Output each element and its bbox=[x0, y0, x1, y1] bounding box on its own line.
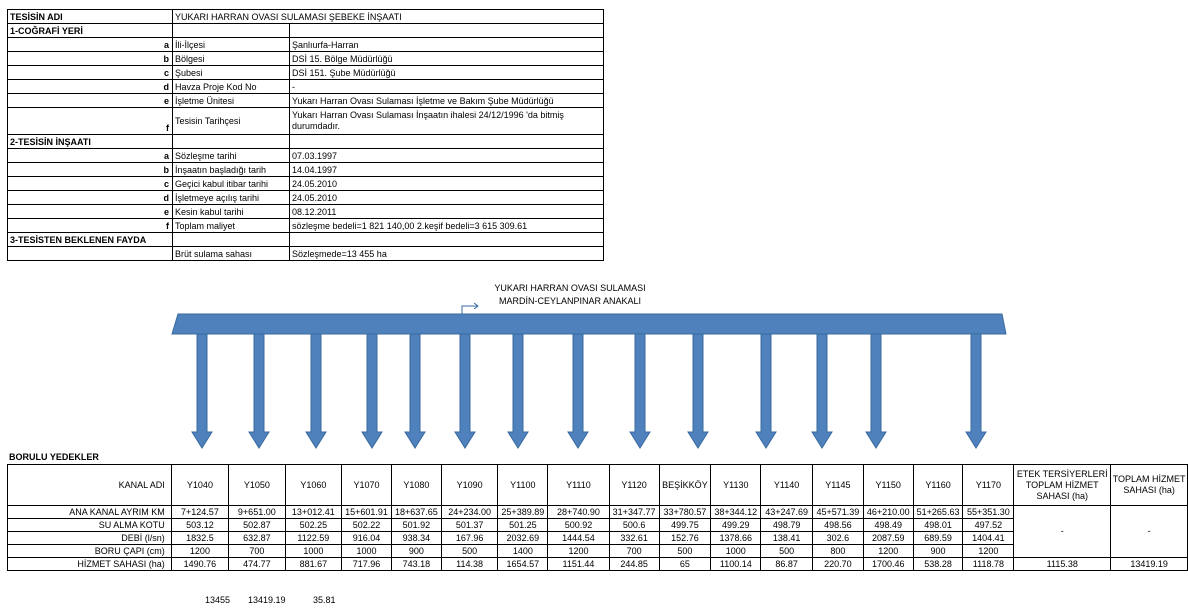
data-cell: 38+344.12 bbox=[711, 506, 761, 519]
data-cell: 24+234.00 bbox=[441, 506, 498, 519]
empty-cell bbox=[173, 24, 290, 38]
row-value: 24.05.2010 bbox=[290, 177, 604, 191]
branch-arrow bbox=[192, 334, 212, 448]
canal-name: Y1140 bbox=[761, 465, 813, 506]
canal-title-line1: YUKARI HARRAN OVASI SULAMASI bbox=[494, 283, 646, 293]
data-cell: 497.52 bbox=[963, 519, 1014, 532]
row-key: b bbox=[8, 163, 173, 177]
canal-name: Y1160 bbox=[913, 465, 963, 506]
data-cell: 700 bbox=[229, 545, 285, 558]
branch-arrow bbox=[688, 334, 708, 448]
row-label: Havza Proje Kod No bbox=[173, 80, 290, 94]
info-row bbox=[8, 10, 604, 24]
data-cell: 743.18 bbox=[391, 558, 441, 571]
data-cell: 689.59 bbox=[913, 532, 963, 545]
canal-name: Y1130 bbox=[711, 465, 761, 506]
facility-name: YUKARI HARRAN OVASI SULAMASI ŞEBEKE İNŞAATI bbox=[173, 10, 604, 24]
row-value: Yukarı Harran Ovası Sulaması İşletme ve Bakım Şube Müdürlüğü bbox=[290, 94, 604, 108]
canal-name: Y1050 bbox=[229, 465, 285, 506]
row-label: İnşaatın başladığı tarih bbox=[173, 163, 290, 177]
data-cell: 916.04 bbox=[342, 532, 392, 545]
branch-arrow bbox=[249, 334, 269, 448]
row-value: DSİ 15. Bölge Müdürlüğü bbox=[290, 52, 604, 66]
row-key: e bbox=[8, 205, 173, 219]
data-cell: 220.70 bbox=[812, 558, 863, 571]
data-cell: 1832.5 bbox=[171, 532, 228, 545]
row-value: 24.05.2010 bbox=[290, 191, 604, 205]
info-row bbox=[8, 24, 604, 38]
data-row bbox=[8, 519, 1188, 532]
data-cell: 499.29 bbox=[711, 519, 761, 532]
row-key: d bbox=[8, 191, 173, 205]
data-cell: 45+571.39 bbox=[812, 506, 863, 519]
canal-name: Y1090 bbox=[441, 465, 498, 506]
info-row bbox=[8, 80, 604, 94]
data-cell: 1490.76 bbox=[171, 558, 228, 571]
data-cell: 500 bbox=[659, 545, 711, 558]
footer-value-2: 13419.19 bbox=[248, 595, 286, 605]
row-label: Geçici kabul itibar tarihi bbox=[173, 177, 290, 191]
section-heading: 1-COĞRAFİ YERİ bbox=[8, 24, 173, 38]
data-cell: 55+351.30 bbox=[963, 506, 1014, 519]
canal-name: Y1120 bbox=[609, 465, 659, 506]
dash-cell: - bbox=[1111, 506, 1188, 558]
data-cell: 1122.59 bbox=[285, 532, 342, 545]
canal-name: Y1100 bbox=[498, 465, 548, 506]
footer-value-1: 13455 bbox=[205, 595, 231, 605]
data-cell: 7+124.57 bbox=[171, 506, 228, 519]
canal-name: Y1145 bbox=[812, 465, 863, 506]
data-cell: 700 bbox=[609, 545, 659, 558]
piped-canals-title: BORULU YEDEKLER bbox=[9, 452, 99, 462]
row-value: Sözleşmede=13 455 ha bbox=[290, 247, 604, 261]
canal-title-line2: MARDİN-CEYLANPINAR ANAKALI bbox=[498, 296, 642, 306]
etek-total: 1115.38 bbox=[1014, 558, 1111, 571]
summary-header: ETEK TERSİYERLERİ TOPLAM HİZMET SAHASI (ha) bbox=[1014, 465, 1111, 506]
header-label: KANAL ADI bbox=[8, 465, 172, 506]
data-cell: 13+012.41 bbox=[285, 506, 342, 519]
row-key: f bbox=[8, 108, 173, 135]
info-row bbox=[8, 205, 604, 219]
branch-arrow bbox=[568, 334, 588, 448]
facility-info-table bbox=[7, 9, 604, 261]
data-cell: 1400 bbox=[498, 545, 548, 558]
row-key: f bbox=[8, 219, 173, 233]
data-cell: 18+637.65 bbox=[391, 506, 441, 519]
data-cell: 1200 bbox=[548, 545, 609, 558]
data-cell: 502.22 bbox=[342, 519, 392, 532]
row-label: Toplam maliyet bbox=[173, 219, 290, 233]
branch-arrows bbox=[192, 334, 986, 448]
branch-arrow bbox=[812, 334, 832, 448]
data-cell: 1378.66 bbox=[711, 532, 761, 545]
main-canal-bar bbox=[172, 314, 1006, 334]
row-value: - bbox=[290, 80, 604, 94]
empty-cell bbox=[290, 24, 604, 38]
row-label: Brüt sulama sahası bbox=[173, 247, 290, 261]
data-cell: 498.56 bbox=[812, 519, 863, 532]
row-value: sözleşme bedeli=1 821 140,00 2.keşif bedeli=3 615 309.61 bbox=[290, 219, 604, 233]
data-cell: 86.87 bbox=[761, 558, 813, 571]
data-cell: 717.96 bbox=[342, 558, 392, 571]
data-row bbox=[8, 558, 1188, 571]
data-cell: 498.01 bbox=[913, 519, 963, 532]
row-label: İşletme Ünitesi bbox=[173, 94, 290, 108]
data-cell: 1000 bbox=[285, 545, 342, 558]
canal-name: Y1040 bbox=[171, 465, 228, 506]
info-row bbox=[8, 233, 604, 247]
data-cell: 46+210.00 bbox=[863, 506, 913, 519]
data-cell: 1200 bbox=[171, 545, 228, 558]
data-cell: 1118.78 bbox=[963, 558, 1014, 571]
info-row bbox=[8, 163, 604, 177]
dash-cell: - bbox=[1014, 506, 1111, 558]
info-row bbox=[8, 66, 604, 80]
canal-name: Y1070 bbox=[342, 465, 392, 506]
row-label: Sözleşme tarihi bbox=[173, 149, 290, 163]
data-cell: 1654.57 bbox=[498, 558, 548, 571]
footer-value-3: 35.81 bbox=[313, 595, 336, 605]
data-cell: 302.6 bbox=[812, 532, 863, 545]
row-label: BORU ÇAPI (cm) bbox=[8, 545, 172, 558]
data-cell: 500 bbox=[441, 545, 498, 558]
data-cell: 28+740.90 bbox=[548, 506, 609, 519]
row-label: Kesin kabul tarihi bbox=[173, 205, 290, 219]
branch-arrow bbox=[405, 334, 425, 448]
row-key: c bbox=[8, 66, 173, 80]
data-cell: 881.67 bbox=[285, 558, 342, 571]
main-canal bbox=[172, 314, 1006, 334]
data-cell: 152.76 bbox=[659, 532, 711, 545]
info-row bbox=[8, 247, 604, 261]
data-cell: 43+247.69 bbox=[761, 506, 813, 519]
data-cell: 938.34 bbox=[391, 532, 441, 545]
canal-name: Y1110 bbox=[548, 465, 609, 506]
data-cell: 474.77 bbox=[229, 558, 285, 571]
data-cell: 499.75 bbox=[659, 519, 711, 532]
data-cell: 502.25 bbox=[285, 519, 342, 532]
empty-cell bbox=[173, 135, 290, 149]
branch-arrow bbox=[866, 334, 886, 448]
flow-arrow-path bbox=[462, 303, 478, 314]
row-value: DSİ 151. Şube Müdürlüğü bbox=[290, 66, 604, 80]
data-cell: 498.79 bbox=[761, 519, 813, 532]
data-cell: 800 bbox=[812, 545, 863, 558]
row-value: 14.04.1997 bbox=[290, 163, 604, 177]
canal-diagram bbox=[0, 270, 1188, 455]
row-label: İli-İlçesi bbox=[173, 38, 290, 52]
data-cell: 33+780.57 bbox=[659, 506, 711, 519]
branch-arrow bbox=[306, 334, 326, 448]
data-cell: 1100.14 bbox=[711, 558, 761, 571]
canal-name: Y1150 bbox=[863, 465, 913, 506]
info-row bbox=[8, 38, 604, 52]
empty-cell bbox=[173, 233, 290, 247]
branch-arrow bbox=[455, 334, 475, 448]
data-cell: 1404.41 bbox=[963, 532, 1014, 545]
data-cell: 498.49 bbox=[863, 519, 913, 532]
row-key: d bbox=[8, 80, 173, 94]
data-cell: 65 bbox=[659, 558, 711, 571]
canal-name: BEŞİKKÖY bbox=[659, 465, 711, 506]
row-label: DEBİ (l/sn) bbox=[8, 532, 172, 545]
data-cell: 632.87 bbox=[229, 532, 285, 545]
data-cell: 1200 bbox=[963, 545, 1014, 558]
data-cell: 500.92 bbox=[548, 519, 609, 532]
row-key bbox=[8, 247, 173, 261]
info-row bbox=[8, 177, 604, 191]
data-cell: 503.12 bbox=[171, 519, 228, 532]
row-value: Şanlıurfa-Harran bbox=[290, 38, 604, 52]
data-cell: 31+347.77 bbox=[609, 506, 659, 519]
data-cell: 538.28 bbox=[913, 558, 963, 571]
canal-name: Y1170 bbox=[963, 465, 1014, 506]
data-row bbox=[8, 545, 1188, 558]
data-cell: 167.96 bbox=[441, 532, 498, 545]
data-cell: 501.25 bbox=[498, 519, 548, 532]
data-cell: 500 bbox=[761, 545, 813, 558]
data-cell: 15+601.91 bbox=[342, 506, 392, 519]
row-label: SU ALMA KOTU bbox=[8, 519, 172, 532]
data-row bbox=[8, 506, 1188, 519]
data-cell: 138.41 bbox=[761, 532, 813, 545]
data-cell: 2087.59 bbox=[863, 532, 913, 545]
piped-canals-table bbox=[7, 464, 1188, 571]
data-cell: 114.38 bbox=[441, 558, 498, 571]
info-row bbox=[8, 149, 604, 163]
info-row bbox=[8, 52, 604, 66]
data-cell: 500.6 bbox=[609, 519, 659, 532]
data-cell: 2032.69 bbox=[498, 532, 548, 545]
branch-arrow bbox=[630, 334, 650, 448]
data-cell: 900 bbox=[913, 545, 963, 558]
flow-direction-arrow bbox=[462, 303, 478, 314]
row-value: 08.12.2011 bbox=[290, 205, 604, 219]
data-cell: 25+389.89 bbox=[498, 506, 548, 519]
row-value: Yukarı Harran Ovası Sulaması İnşaatın ihalesi 24/12/1996 'da bitmiş durumdadır. bbox=[290, 108, 604, 135]
branch-arrow bbox=[362, 334, 382, 448]
data-row bbox=[8, 532, 1188, 545]
row-label: Tesisin Tarihçesi bbox=[173, 108, 290, 135]
section-heading: 3-TESİSTEN BEKLENEN FAYDA bbox=[8, 233, 173, 247]
data-cell: 900 bbox=[391, 545, 441, 558]
data-cell: 1444.54 bbox=[548, 532, 609, 545]
info-row bbox=[8, 135, 604, 149]
row-key: e bbox=[8, 94, 173, 108]
info-row bbox=[8, 94, 604, 108]
row-key: c bbox=[8, 177, 173, 191]
row-key: b bbox=[8, 52, 173, 66]
data-cell: 51+265.63 bbox=[913, 506, 963, 519]
row-key: a bbox=[8, 38, 173, 52]
empty-cell bbox=[290, 233, 604, 247]
info-row bbox=[8, 219, 604, 233]
data-cell: 1200 bbox=[863, 545, 913, 558]
data-cell: 1000 bbox=[711, 545, 761, 558]
data-cell: 9+651.00 bbox=[229, 506, 285, 519]
row-label: Şubesi bbox=[173, 66, 290, 80]
info-row bbox=[8, 191, 604, 205]
summary-header: TOPLAM HİZMET SAHASI (ha) bbox=[1111, 465, 1188, 506]
info-row bbox=[8, 108, 604, 135]
row-label: Bölgesi bbox=[173, 52, 290, 66]
grand-total: 13419.19 bbox=[1111, 558, 1188, 571]
row-value: 07.03.1997 bbox=[290, 149, 604, 163]
data-cell: 1151.44 bbox=[548, 558, 609, 571]
row-key: a bbox=[8, 149, 173, 163]
data-cell: 332.61 bbox=[609, 532, 659, 545]
data-cell: 1000 bbox=[342, 545, 392, 558]
branch-arrow bbox=[756, 334, 776, 448]
row-label: İşletmeye açılış tarihi bbox=[173, 191, 290, 205]
data-cell: 244.85 bbox=[609, 558, 659, 571]
canal-name: Y1080 bbox=[391, 465, 441, 506]
data-cell: 501.92 bbox=[391, 519, 441, 532]
header-row bbox=[8, 465, 1188, 506]
empty-cell bbox=[290, 135, 604, 149]
data-cell: 1700.46 bbox=[863, 558, 913, 571]
data-cell: 502.87 bbox=[229, 519, 285, 532]
branch-arrow bbox=[508, 334, 528, 448]
row-label: ANA KANAL AYRIM KM bbox=[8, 506, 172, 519]
data-cell: 501.37 bbox=[441, 519, 498, 532]
row-label: HİZMET SAHASI (ha) bbox=[8, 558, 172, 571]
section-heading: 2-TESİSİN İNŞAATI bbox=[8, 135, 173, 149]
branch-arrow bbox=[966, 334, 986, 448]
canal-name: Y1060 bbox=[285, 465, 342, 506]
section-heading: TESİSİN ADI bbox=[8, 10, 173, 24]
